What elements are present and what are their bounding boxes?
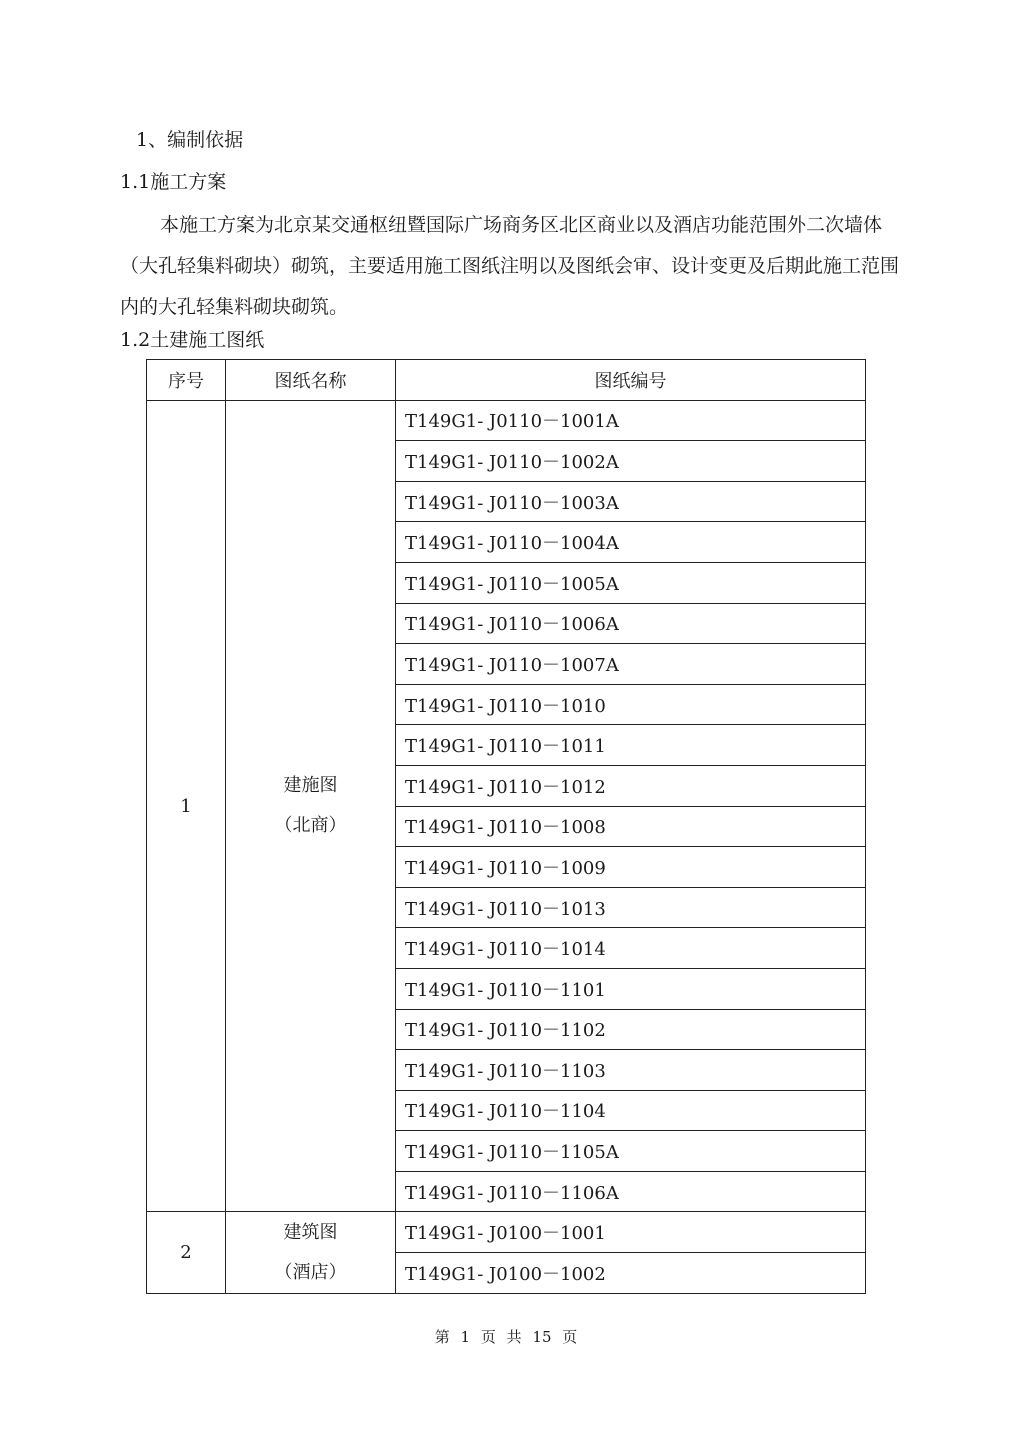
header-name: 图纸名称: [226, 360, 396, 401]
row-number-cell: 1: [147, 400, 226, 1212]
drawing-code-cell: T149G1- J0110－1102: [396, 1009, 866, 1050]
scope-paragraph-text: 本施工方案为北京某交通枢纽暨国际广场商务区北区商业以及酒店功能范围外二次墙体（大孔轻集料砌块）砌筑，主要适用施工图纸注明以及图纸会审、设计变更及后期此施工范围内的大孔轻集料砌块砌筑。: [120, 214, 900, 318]
drawing-code-cell: T149G1- J0110－1106A: [396, 1171, 866, 1212]
drawing-code-cell: T149G1- J0100－1002: [396, 1253, 866, 1294]
drawing-code-cell: T149G1- J0110－1105A: [396, 1131, 866, 1172]
drawing-code-cell: T149G1- J0110－1013: [396, 887, 866, 928]
drawing-name-cell: [226, 400, 396, 1212]
drawing-name-cell: [226, 1212, 396, 1293]
section-heading-1-2: 1.2土建施工图纸: [120, 329, 265, 351]
table-header-row: [147, 360, 866, 401]
drawing-code-cell: T149G1- J0110－1003A: [396, 481, 866, 522]
drawing-code-cell: T149G1- J0110－1002A: [396, 441, 866, 482]
footer-total-label: 共: [506, 1328, 522, 1346]
drawing-code-cell: T149G1- J0110－1006A: [396, 603, 866, 644]
drawing-code-cell: T149G1- J0100－1001: [396, 1212, 866, 1253]
footer-page-unit: 页: [480, 1328, 496, 1346]
drawing-code-cell: T149G1- J0110－1014: [396, 928, 866, 969]
drawing-code-cell: T149G1- J0110－1010: [396, 684, 866, 725]
drawing-code-cell: T149G1- J0110－1008: [396, 806, 866, 847]
drawing-code-cell: T149G1- J0110－1101: [396, 968, 866, 1009]
drawing-name-line2: （北商）: [274, 815, 347, 837]
section-heading-1-1: 1.1施工方案: [120, 171, 227, 193]
section-heading-1: 1、编制依据: [136, 129, 244, 151]
header-no: 序号: [147, 360, 226, 401]
footer-page-number: 1: [460, 1328, 471, 1346]
page-footer: [0, 1326, 1012, 1347]
drawing-code-cell: T149G1- J0110－1001A: [396, 400, 866, 441]
drawing-code-cell: T149G1- J0110－1007A: [396, 644, 866, 685]
table-row: [147, 400, 866, 441]
drawing-code-cell: T149G1- J0110－1103: [396, 1050, 866, 1091]
drawing-name-line1: 建施图: [283, 775, 338, 797]
footer-total-pages: 15: [532, 1328, 552, 1346]
drawing-name-line1: 建筑图: [283, 1221, 338, 1243]
drawings-table: [146, 359, 866, 1294]
drawing-code-cell: T149G1- J0110－1005A: [396, 562, 866, 603]
table-body: [147, 400, 866, 1293]
footer-page-label: 第: [434, 1328, 450, 1346]
table-row: [147, 1212, 866, 1253]
drawing-code-cell: T149G1- J0110－1104: [396, 1090, 866, 1131]
scope-paragraph: [120, 205, 900, 328]
header-code: 图纸编号: [396, 360, 866, 401]
drawing-code-cell: T149G1- J0110－1011: [396, 725, 866, 766]
drawing-code-cell: T149G1- J0110－1012: [396, 765, 866, 806]
footer-total-unit: 页: [562, 1328, 578, 1346]
row-number-cell: 2: [147, 1212, 226, 1293]
drawing-code-cell: T149G1- J0110－1009: [396, 847, 866, 888]
drawing-name-line2: （酒店）: [274, 1261, 347, 1283]
drawing-code-cell: T149G1- J0110－1004A: [396, 522, 866, 563]
